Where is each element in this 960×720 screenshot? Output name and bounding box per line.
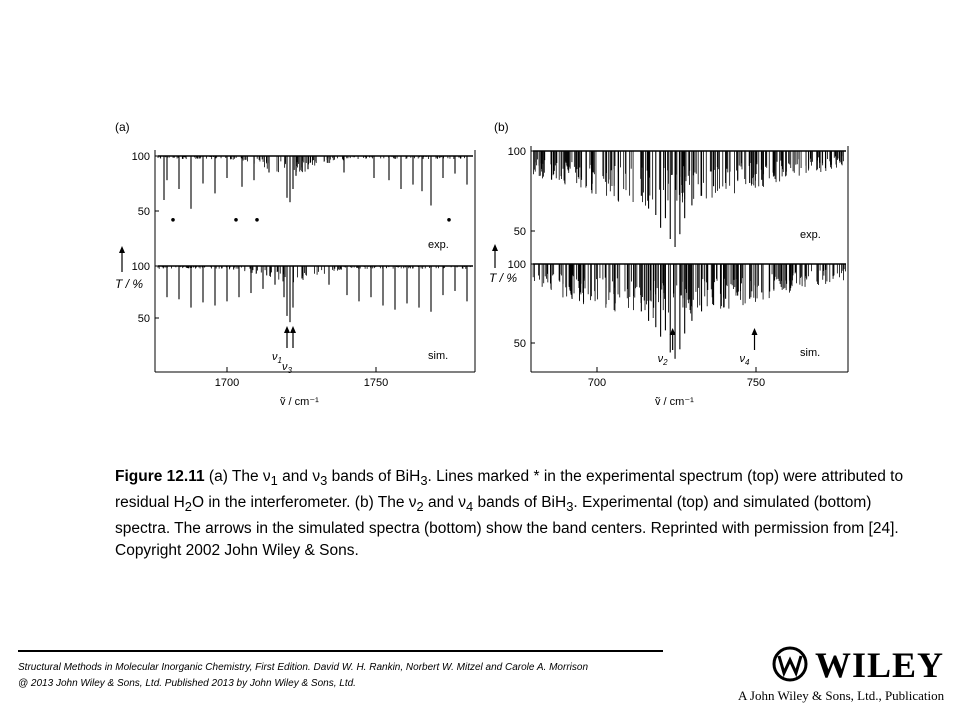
panel-b-sim-spectrum xyxy=(533,264,846,359)
impurity-marker xyxy=(234,218,238,222)
caption-text: and xyxy=(277,468,313,485)
footer-book-title: Structural Methods in Molecular Inorganic Chemistry, First Edition. David W. H. Rankin, Norbert W. Mitzel and Carole A. Morrison xyxy=(18,662,588,673)
panel-a-exp-ytick-100: 100 xyxy=(131,151,150,163)
panel-b xyxy=(489,120,848,408)
panel-a-ylabel: T / % xyxy=(115,277,144,291)
panel-a xyxy=(115,120,475,408)
caption-nu: ν xyxy=(262,468,271,485)
impurity-marker xyxy=(171,218,175,222)
panel-a-xtick-label-1750: 1750 xyxy=(363,377,389,389)
caption-text: . Experimental (top) and simulated (bottom) spectra. The arrows in the simulated spectra (bottom) show the band centers. Reprinted with permission from [24]. Copyright 2002 John Wiley & Sons. xyxy=(115,494,899,560)
band-center-label: $\nu_3$ xyxy=(282,361,292,375)
panel-a-sim-label: sim. xyxy=(428,350,449,362)
caption-sub: 2 xyxy=(184,499,192,515)
panel-b-sim-label: sim. xyxy=(800,347,821,359)
caption-sub: 3 xyxy=(420,473,428,489)
caption-sub: 2 xyxy=(416,499,424,515)
band-center-label: $\nu_1$ xyxy=(272,351,282,365)
caption-text: . Lines marked * in the experimental spectrum (top) were attributed to residual H xyxy=(115,468,904,512)
panel-b-ylabel-arrowhead xyxy=(492,244,498,251)
panel-b-exp-label: exp. xyxy=(800,229,821,241)
panel-a-sim-ytick-100: 100 xyxy=(131,261,150,273)
panel-b-sim-ytick-100: 100 xyxy=(507,259,526,271)
caption-sub: 4 xyxy=(465,499,474,515)
caption-sub: 3 xyxy=(566,499,574,515)
footer-rule xyxy=(18,650,663,652)
caption-sub: 3 xyxy=(320,473,328,489)
panel-a-exp-spectrum xyxy=(158,156,473,222)
panel-a-arrows xyxy=(272,326,296,375)
panel-b-xlabel: ṽ / cm⁻¹ xyxy=(655,396,694,408)
caption-text: bands of BiH xyxy=(473,494,567,512)
caption-text: (a) The xyxy=(204,468,263,485)
figure-caption xyxy=(115,466,915,562)
band-center-arrowhead xyxy=(284,326,290,333)
caption-nu: ν xyxy=(312,468,321,485)
panel-a-label: (a) xyxy=(115,120,130,134)
caption-text: bands of BiH xyxy=(327,468,421,485)
footer-copyright: @ 2013 John Wiley & Sons, Ltd. Published 2013 by John Wiley & Sons, Ltd. xyxy=(18,678,356,689)
panel-b-xtick-label-700: 700 xyxy=(587,377,607,389)
panel-a-sim-ytick-50: 50 xyxy=(137,313,150,325)
panel-a-sim-spectrum xyxy=(158,266,473,322)
panel-a-xtick-label-1700: 1700 xyxy=(214,377,240,389)
impurity-marker xyxy=(447,218,451,222)
panel-b-xtick-label-750: 750 xyxy=(746,377,766,389)
band-center-label: $\nu_4$ xyxy=(739,353,750,367)
panel-b-arrows xyxy=(658,328,758,367)
panel-b-sim-ytick-50: 50 xyxy=(513,338,526,350)
panel-b-exp-ytick-100: 100 xyxy=(507,146,526,158)
panel-b-exp-ytick-50: 50 xyxy=(513,226,526,238)
panel-b-ylabel: T / % xyxy=(489,271,518,285)
caption-nu: ν xyxy=(408,494,417,512)
panel-a-exp-ytick-50: 50 xyxy=(137,206,150,218)
band-center-arrowhead xyxy=(752,328,758,335)
caption-text: and xyxy=(423,494,459,512)
caption-sub: 1 xyxy=(270,473,278,489)
band-center-arrowhead xyxy=(290,326,296,333)
wiley-tagline: A John Wiley & Sons, Ltd., Publication xyxy=(738,688,945,703)
panel-a-ylabel-arrowhead xyxy=(119,246,125,253)
wiley-wordmark: WILEY xyxy=(815,645,945,685)
caption-text: O in the interferometer. (b) The xyxy=(191,494,409,512)
wiley-emblem-icon xyxy=(768,646,812,682)
band-center-label: $\nu_2$ xyxy=(657,353,668,367)
caption-figure-label: Figure 12.11 xyxy=(115,468,205,485)
caption-nu: ν xyxy=(458,494,466,512)
panel-a-xlabel: ṽ / cm⁻¹ xyxy=(280,396,319,408)
panel-a-exp-label: exp. xyxy=(428,239,449,251)
footer xyxy=(18,660,738,692)
impurity-marker xyxy=(255,218,259,222)
panel-b-label: (b) xyxy=(494,120,509,134)
